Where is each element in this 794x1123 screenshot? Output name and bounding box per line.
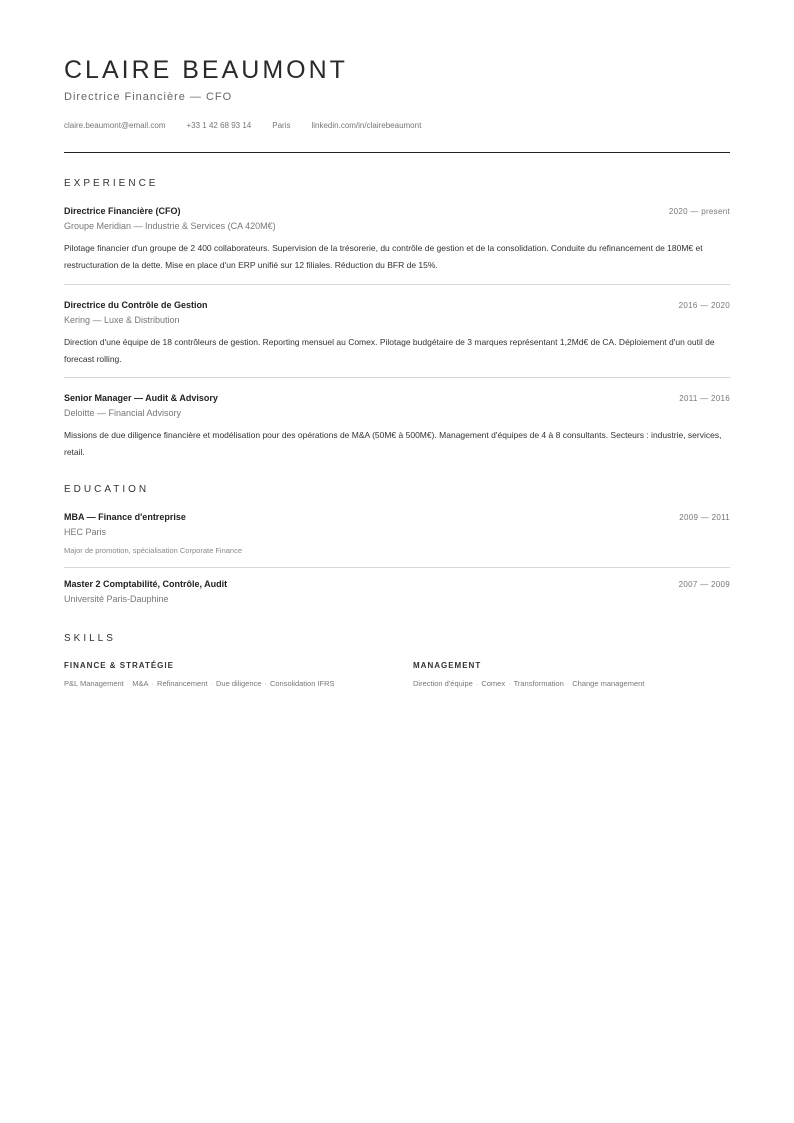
contact-phone: +33 1 42 68 93 14	[186, 121, 252, 130]
skills-group-heading: FINANCE & STRATÉGIE	[64, 661, 174, 670]
degree-note: Major de promotion, spécialisation Corporate Finance	[64, 546, 243, 555]
skill-tag: Transformation	[513, 679, 564, 688]
entry-divider	[64, 284, 730, 285]
skill-separator: ·	[151, 679, 155, 688]
job-description: Missions de due diligence financière et modélisation pour des opérations de M&A (50M€ à 500M€). Management d'équipes de 4 à 8 consultants. Secteurs : industrie, services, retail.	[64, 430, 722, 457]
section-title-skills: SKILLS	[64, 633, 116, 644]
skills-list	[64, 679, 335, 688]
skill-tag: Consolidation IFRS	[269, 679, 335, 688]
skills-group-heading: MANAGEMENT	[413, 661, 482, 670]
job-organization: Kering — Luxe & Distribution	[64, 315, 180, 325]
school-name: Université Paris-Dauphine	[64, 594, 169, 604]
skill-tag: Direction d'équipe	[413, 679, 473, 688]
candidate-name: CLAIRE BEAUMONT	[64, 56, 348, 84]
degree-name: MBA — Finance d'entreprise	[64, 512, 186, 522]
job-role: Directrice du Contrôle de Gestion	[64, 300, 208, 310]
section-title-experience: EXPERIENCE	[64, 178, 159, 189]
job-organization: Deloitte — Financial Advisory	[64, 408, 182, 418]
entry-divider	[64, 377, 730, 378]
contact-city: Paris	[272, 121, 291, 130]
job-organization: Groupe Meridian — Industrie & Services (CA 420M€)	[64, 221, 276, 231]
skill-separator: ·	[210, 679, 213, 688]
skills-list	[413, 679, 644, 688]
entry-divider	[64, 567, 730, 568]
skills-group-finance	[64, 661, 335, 688]
job-dates: 2011 — 2016	[679, 394, 730, 403]
job-dates: 2020 — present	[668, 207, 730, 216]
skill-tag: Change management	[572, 679, 645, 688]
skill-separator: ·	[566, 679, 570, 688]
school-name: HEC Paris	[64, 527, 107, 537]
job-role: Directrice Financière (CFO)	[64, 206, 181, 216]
degree-name: Master 2 Comptabilité, Contrôle, Audit	[64, 579, 228, 589]
contact-email[interactable]: claire.beaumont@email.com	[64, 121, 166, 130]
job-description: Pilotage financier d'un groupe de 2 400 collaborateurs. Supervision de la trésorerie, du contrôle de gestion et de la consolidation. Conduite du refinancement de 180M€ et restructuration de la dette. Mise en place d'un ERP unifié sur 12 filiales. Réduction du BFR de 15%.	[64, 243, 703, 270]
header-divider	[64, 152, 730, 153]
job-role: Senior Manager — Audit & Advisory	[64, 393, 218, 403]
skill-tag: Due diligence	[215, 679, 262, 688]
experience-section	[64, 178, 730, 457]
degree-dates: 2009 — 2011	[679, 513, 730, 522]
job-dates: 2016 — 2020	[678, 301, 730, 310]
contact-line	[64, 121, 442, 130]
skill-separator: ·	[508, 679, 511, 688]
skill-separator: ·	[264, 679, 267, 688]
skills-section	[64, 633, 730, 688]
skill-separator: ·	[126, 679, 130, 688]
section-title-education: EDUCATION	[64, 484, 150, 495]
skill-tag: M&A	[132, 679, 149, 688]
candidate-title: Directrice Financière — CFO	[64, 91, 233, 103]
education-section	[64, 484, 730, 604]
skills-group-management	[413, 661, 644, 688]
skill-tag: Comex	[481, 679, 506, 688]
contact-linkedin[interactable]: linkedin.com/in/clairebeaumont	[311, 121, 422, 130]
skill-separator: ·	[475, 679, 479, 688]
job-description: Direction d'une équipe de 18 contrôleurs de gestion. Reporting mensuel au Comex. Pilotage budgétaire de 3 marques représentant 1,2Md€ de CA. Déploiement d'un outil de forecast rolling.	[64, 337, 715, 364]
skill-tag: P&L Management	[64, 679, 124, 688]
skill-tag: Refinancement	[157, 679, 208, 688]
degree-dates: 2007 — 2009	[678, 580, 730, 589]
